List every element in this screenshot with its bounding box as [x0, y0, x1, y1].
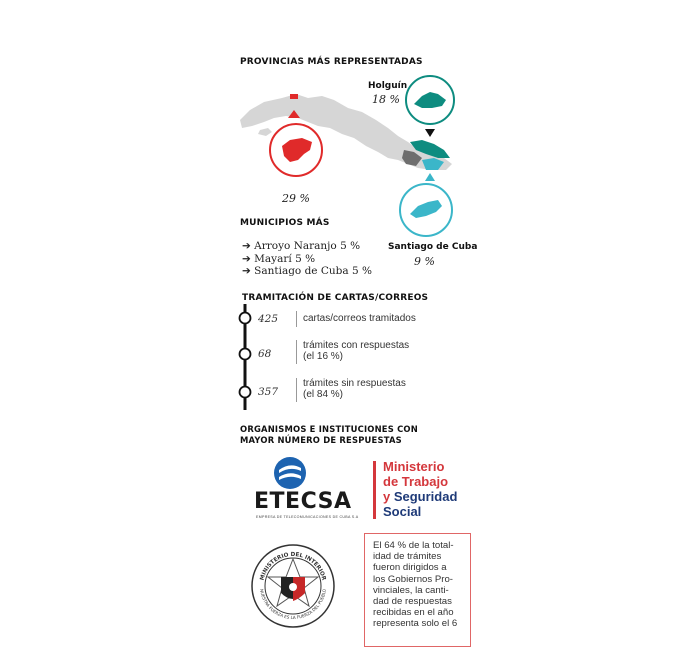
list-item [242, 265, 372, 278]
divider [296, 378, 297, 402]
holguin-circle-icon [404, 74, 456, 126]
etecsa-name: ETECSA [254, 489, 352, 514]
municipios-title: MUNICIPIOS MÁS [240, 218, 330, 228]
santiago-label: Santiago de Cuba [388, 242, 478, 252]
tramitacion-title: TRAMITACIÓN DE CARTAS/CORREOS [242, 293, 429, 303]
granma-percentage: 29 % [282, 192, 310, 205]
divider [296, 311, 297, 327]
tramitados-label: cartas/correos tramitados [303, 313, 416, 324]
granma-circle-icon [268, 122, 324, 178]
etecsa-logo-icon [273, 456, 307, 490]
timeline-node-icon [240, 387, 251, 398]
con-respuesta-number: 68 [258, 348, 272, 360]
organismos-title-line1: ORGANISMOS E INSTITUCIONES CON [240, 424, 418, 434]
arrow-right-icon: ➔ [242, 265, 251, 277]
etecsa-tagline: EMPRESA DE TELECOMUNICACIONES DE CUBA S.A [256, 515, 359, 519]
note-line: vinciales, la canti- [373, 584, 449, 596]
mtss-bar [373, 461, 376, 519]
tramitados-number: 425 [258, 313, 279, 325]
sin-respuesta-number: 357 [258, 386, 279, 398]
minint-ring-top: MINISTERIO DEL INTERIOR [259, 551, 327, 582]
holguin-pointer-icon [424, 128, 436, 138]
santiago-circle-icon [398, 182, 454, 238]
note-line: representa solo el 6 [373, 618, 458, 630]
minint-seal-icon [250, 543, 336, 629]
list-item [242, 240, 372, 253]
mtss-line3b: Seguridad [393, 489, 458, 504]
con-respuesta-label: trámites con respuestas [303, 340, 410, 351]
provincias-title: PROVINCIAS MÁS REPRESENTADAS [240, 57, 423, 67]
mtss-line1: Ministerio [383, 459, 445, 474]
note-line: fueron dirigidos a [373, 562, 447, 574]
santiago-percentage: 9 % [414, 255, 435, 268]
timeline-node-icon [240, 313, 251, 324]
timeline-node-icon [240, 349, 251, 360]
santiago-pointer-icon [424, 172, 436, 182]
organismos-title-line2: MAYOR NÚMERO DE RESPUESTAS [240, 435, 402, 445]
note-line: dad de respuestas [373, 596, 452, 608]
holguin-percentage: 18 % [372, 93, 400, 106]
timeline-graphic [236, 304, 254, 410]
divider [296, 340, 297, 364]
mtss-line3a: y [383, 489, 394, 504]
minint-ring-bottom: NUESTRA FUERZA ES LA FUERZA DEL PUEBLO [259, 588, 327, 621]
holguin-label: Holguín [368, 81, 408, 91]
municipio-label: Mayarí 5 % [254, 252, 316, 265]
municipios-list [242, 240, 372, 278]
municipio-label: Santiago de Cuba 5 % [254, 265, 372, 277]
mtss-line2: de Trabajo [383, 474, 449, 489]
note-line: El 64 % de la total- [373, 540, 454, 551]
con-respuesta-percent: (el 16 %) [303, 351, 344, 362]
granma-pointer-icon [286, 108, 302, 120]
arrow-right-icon: ➔ [242, 240, 251, 252]
municipio-label: Arroyo Naranjo 5 % [254, 240, 361, 252]
sin-respuesta-label: trámites sin respuestas [303, 378, 406, 389]
note-line: los Gobiernos Pro- [373, 573, 453, 585]
list-item [242, 253, 372, 266]
sin-respuesta-percent: (el 84 %) [303, 389, 344, 400]
note-line: recibidas en el año [373, 607, 454, 619]
mtss-logo [383, 459, 457, 519]
havana-highlight [290, 94, 298, 99]
note-line: idad de trámites [373, 551, 442, 563]
arrow-right-icon: ➔ [242, 252, 251, 265]
mtss-line4: Social [383, 504, 422, 519]
note-box [364, 533, 471, 647]
